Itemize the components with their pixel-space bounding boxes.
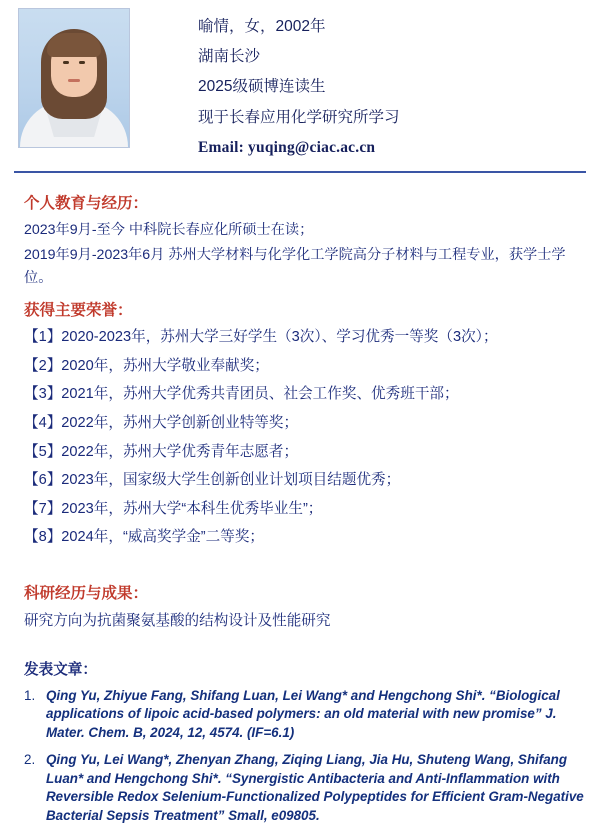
profile-origin: 湖南长沙 <box>198 48 261 66</box>
honor-item: 【1】2020-2023年，苏州大学三好学生（3次）、学习优秀一等奖（3次）； <box>24 329 498 346</box>
profile-name-line: 喻情，女，2002年 <box>198 18 326 35</box>
education-item: 2023年9月-至今 中科院长春应化所硕士在读； <box>24 222 314 239</box>
photo-fringe <box>47 33 101 57</box>
honor-item: 【2】2020年，苏州大学敬业奉献奖； <box>24 357 269 374</box>
profile-details <box>198 8 400 163</box>
honors-section-title: 获得主要荣誉： <box>24 302 133 320</box>
honor-item: 【8】2024年，“威高奖学金”二等奖； <box>24 529 265 546</box>
education-item: 2019年9月-2023年6月 苏州大学材料与化学化工学院高分子材料与工程专业，获学士学位。 <box>24 247 566 287</box>
profile-program: 2025级硕博连读生 <box>198 78 326 96</box>
publication-text: Qing Yu, Lei Wang*, Zhenyan Zhang, Ziqing Liang, Jia Hu, Shuteng Wang, Shifang Luan* and Hengchong Shi*. “Synergistic Antibacteria and Anti-Inflammation with Reversible Redox Selenium-Functionalized Polypeptides for Efficient Gram-Negative Bacterial Sepsis Treatment” Small, e09805. <box>46 752 584 823</box>
profile-header <box>0 0 600 169</box>
list-item <box>24 687 584 743</box>
honor-item: 【4】2022年，苏州大学创新创业特等奖； <box>24 414 299 431</box>
research-section-title: 科研经历与成果： <box>24 584 149 602</box>
publication-text: Qing Yu, Zhiyue Fang, Shifang Luan, Lei Wang* and Hengchong Shi*. “Biological applications of lipoic acid-based polymers: an old material with new promise” J. Mater. Chem. B, 2024, 12, 4574. (IF=6.1) <box>46 687 560 740</box>
profile-email: Email: yuqing@ciac.ac.cn <box>198 138 376 156</box>
photo-mouth <box>68 79 80 82</box>
research-direction: 研究方向为抗菌聚氨基酸的结构设计及性能研究 <box>24 612 331 629</box>
profile-affiliation: 现于长春应用化学研究所学习 <box>198 108 400 126</box>
honor-item: 【6】2023年，国家级大学生创新创业计划项目结题优秀； <box>24 472 401 489</box>
photo-eye-left <box>63 61 69 64</box>
honor-item: 【7】2023年，苏州大学“本科生优秀毕业生”； <box>24 500 323 517</box>
photo-eye-right <box>79 61 85 64</box>
publication-number: 2. <box>24 752 36 768</box>
list-item <box>24 751 584 825</box>
honor-item: 【3】2021年，苏州大学优秀共青团员、社会工作奖、优秀班干部； <box>24 386 459 403</box>
section-spacer <box>24 630 584 648</box>
resume-content <box>0 173 600 825</box>
honor-item: 【5】2022年，苏州大学优秀青年志愿者； <box>24 443 299 460</box>
publication-list <box>24 687 584 825</box>
publication-number: 1. <box>24 687 36 703</box>
education-section-title: 个人教育与经历： <box>24 195 149 213</box>
profile-photo <box>18 8 130 148</box>
section-spacer <box>24 555 584 573</box>
publications-section-title: 发表文章： <box>24 661 97 678</box>
